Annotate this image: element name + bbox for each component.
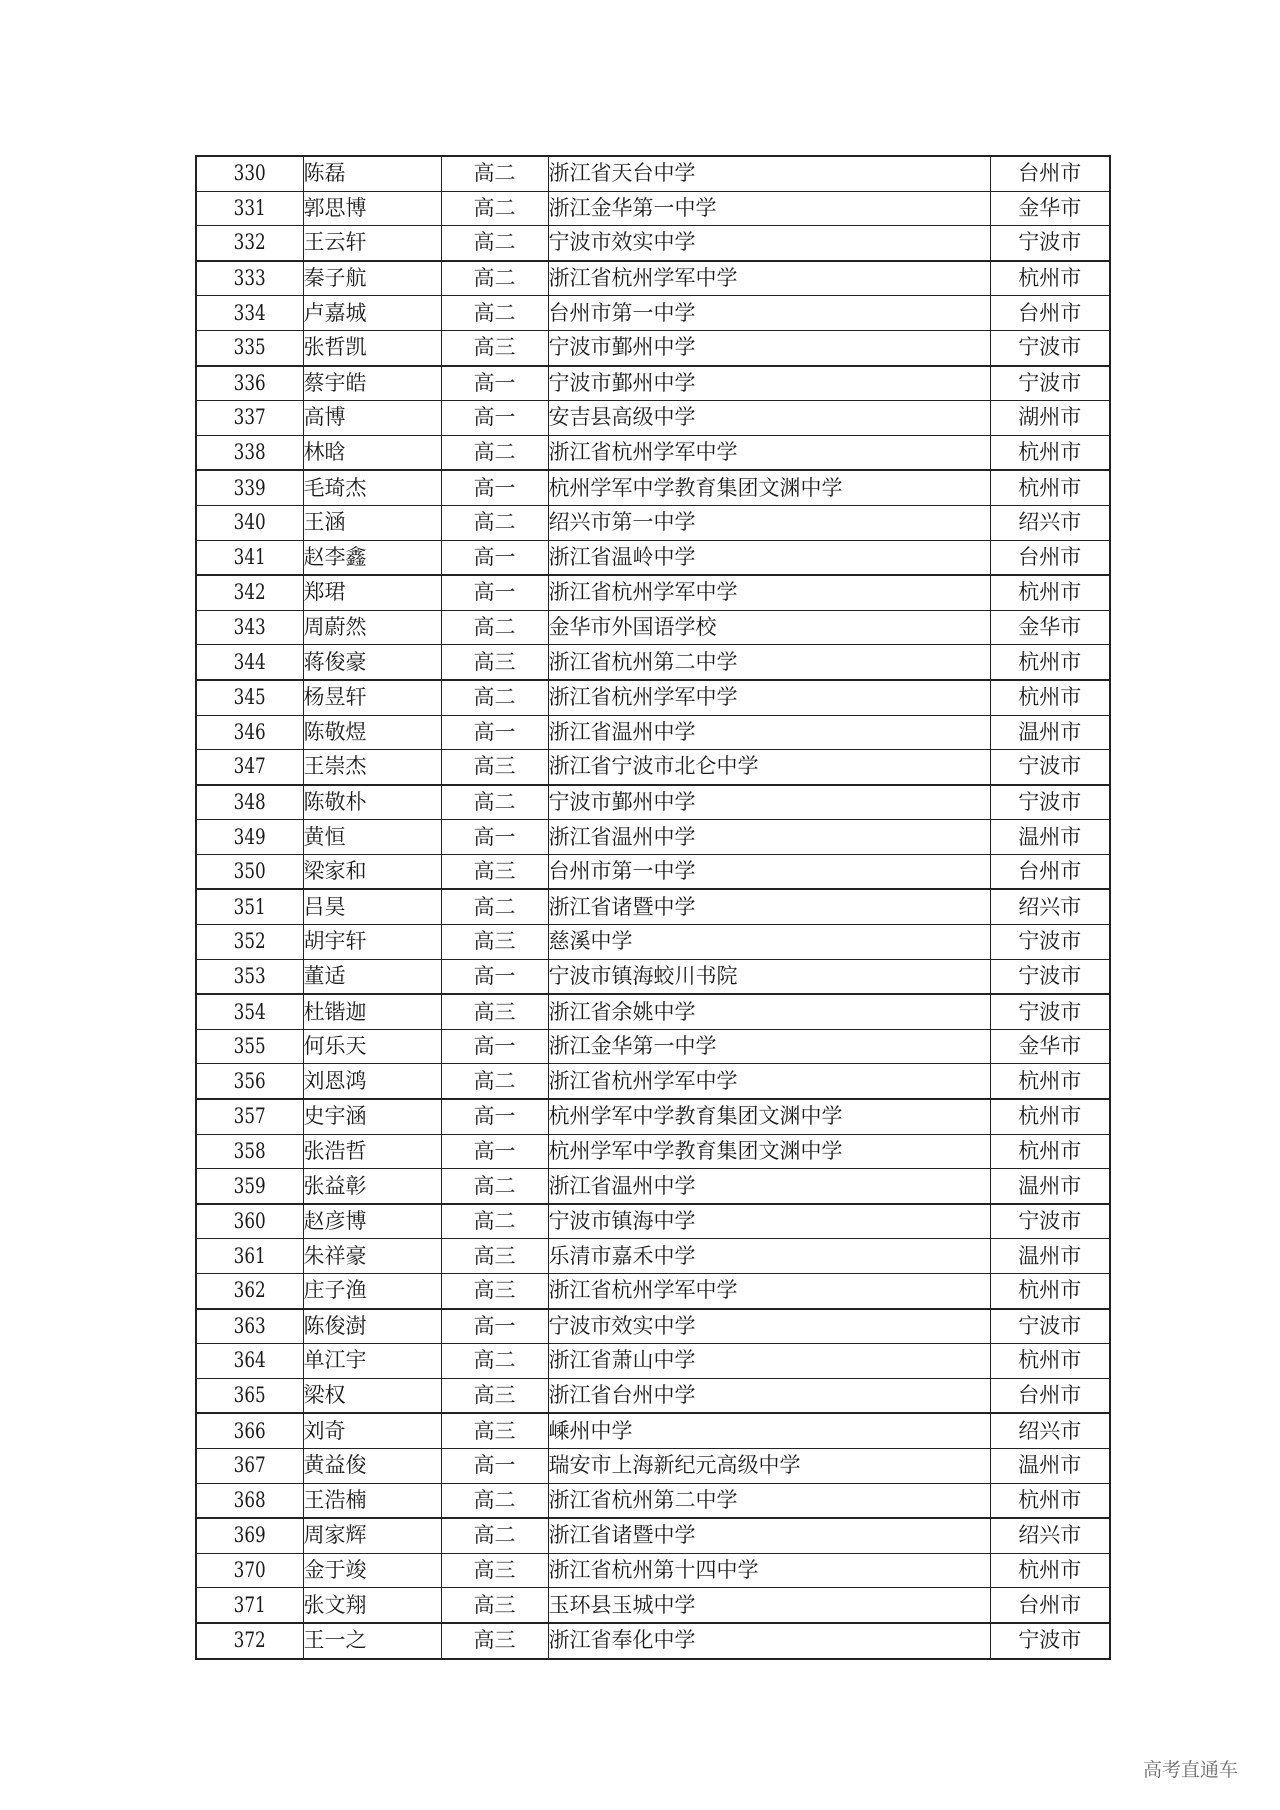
grade-cell: 高一 — [441, 470, 548, 505]
city-cell: 杭州市 — [990, 1064, 1110, 1099]
student-name-cell: 梁权 — [303, 1378, 441, 1413]
student-name-cell: 王崇杰 — [303, 750, 441, 785]
table-row — [196, 1099, 1110, 1134]
grade-cell: 高二 — [441, 156, 548, 191]
table-row — [196, 1483, 1110, 1518]
city-cell: 杭州市 — [990, 470, 1110, 505]
row-number-cell: 355 — [207, 1029, 293, 1064]
grade-cell: 高二 — [441, 610, 548, 645]
grade-cell: 高一 — [441, 1029, 548, 1064]
row-number-cell: 339 — [207, 470, 293, 505]
school-cell: 宁波市效实中学 — [548, 226, 990, 261]
grade-cell: 高一 — [441, 1309, 548, 1344]
city-cell: 杭州市 — [990, 435, 1110, 470]
student-name-cell: 王一之 — [303, 1623, 441, 1659]
student-name-cell: 梁家和 — [303, 854, 441, 889]
school-cell: 台州市第一中学 — [548, 854, 990, 889]
city-cell: 杭州市 — [990, 1553, 1110, 1588]
city-cell: 杭州市 — [990, 645, 1110, 680]
city-cell: 台州市 — [990, 1588, 1110, 1623]
table-row — [196, 1239, 1110, 1274]
row-number-cell: 336 — [207, 366, 293, 401]
table-row — [196, 1344, 1110, 1379]
student-name-cell: 黄益俊 — [303, 1448, 441, 1483]
grade-cell: 高二 — [441, 889, 548, 924]
school-cell: 浙江省杭州学军中学 — [548, 1064, 990, 1099]
school-cell: 宁波市鄞州中学 — [548, 366, 990, 401]
grade-cell: 高二 — [441, 191, 548, 226]
city-cell: 温州市 — [990, 715, 1110, 750]
school-cell: 浙江省萧山中学 — [548, 1344, 990, 1379]
row-number-cell: 359 — [207, 1169, 293, 1204]
student-name-cell: 秦子航 — [303, 261, 441, 296]
table-row — [196, 1309, 1110, 1344]
city-cell: 宁波市 — [990, 330, 1110, 365]
row-number-cell: 332 — [207, 226, 293, 261]
row-number-cell: 368 — [207, 1483, 293, 1518]
grade-cell: 高一 — [441, 401, 548, 436]
student-name-cell: 杜锴迦 — [303, 994, 441, 1029]
school-cell: 宁波市镇海蛟川书院 — [548, 959, 990, 994]
city-cell: 温州市 — [990, 820, 1110, 855]
school-cell: 杭州学军中学教育集团文渊中学 — [548, 470, 990, 505]
city-cell: 杭州市 — [990, 575, 1110, 610]
city-cell: 台州市 — [990, 1378, 1110, 1413]
row-number-cell: 372 — [207, 1623, 293, 1659]
student-name-cell: 卢嘉城 — [303, 296, 441, 331]
city-cell: 宁波市 — [990, 994, 1110, 1029]
school-cell: 浙江省天台中学 — [548, 156, 990, 191]
row-number-cell: 370 — [207, 1553, 293, 1588]
city-cell: 杭州市 — [990, 1099, 1110, 1134]
school-cell: 浙江省温州中学 — [548, 1169, 990, 1204]
table-row — [196, 1623, 1110, 1659]
grade-cell: 高一 — [441, 575, 548, 610]
table-row — [196, 1064, 1110, 1099]
table-row — [196, 959, 1110, 994]
student-name-cell: 陈敬朴 — [303, 785, 441, 820]
table-row — [196, 820, 1110, 855]
row-number-cell: 335 — [207, 330, 293, 365]
student-name-cell: 郭思博 — [303, 191, 441, 226]
school-cell: 浙江省台州中学 — [548, 1378, 990, 1413]
row-number-cell: 365 — [207, 1378, 293, 1413]
table-row — [196, 575, 1110, 610]
table-row — [196, 505, 1110, 540]
student-name-cell: 吕昊 — [303, 889, 441, 924]
grade-cell: 高一 — [441, 1134, 548, 1169]
city-cell: 金华市 — [990, 1029, 1110, 1064]
school-cell: 嵊州中学 — [548, 1413, 990, 1448]
grade-cell: 高二 — [441, 261, 548, 296]
row-number-cell: 366 — [207, 1413, 293, 1448]
grade-cell: 高三 — [441, 1413, 548, 1448]
school-cell: 浙江省杭州学军中学 — [548, 261, 990, 296]
grade-cell: 高三 — [441, 994, 548, 1029]
table-row — [196, 750, 1110, 785]
row-number-cell: 344 — [207, 645, 293, 680]
grade-cell: 高一 — [441, 715, 548, 750]
school-cell: 浙江省杭州第二中学 — [548, 1483, 990, 1518]
student-name-cell: 赵彦博 — [303, 1204, 441, 1239]
school-cell: 浙江金华第一中学 — [548, 1029, 990, 1064]
city-cell: 温州市 — [990, 1239, 1110, 1274]
school-cell: 绍兴市第一中学 — [548, 505, 990, 540]
student-name-cell: 林晗 — [303, 435, 441, 470]
table-row — [196, 680, 1110, 715]
student-name-cell: 郑珺 — [303, 575, 441, 610]
city-cell: 宁波市 — [990, 1204, 1110, 1239]
grade-cell: 高三 — [441, 1378, 548, 1413]
student-name-cell: 庄子渔 — [303, 1274, 441, 1309]
school-cell: 浙江省温岭中学 — [548, 540, 990, 575]
grade-cell: 高一 — [441, 366, 548, 401]
table-row — [196, 994, 1110, 1029]
row-number-cell: 353 — [207, 959, 293, 994]
grade-cell: 高三 — [441, 1274, 548, 1309]
school-cell: 浙江省温州中学 — [548, 715, 990, 750]
grade-cell: 高二 — [441, 1483, 548, 1518]
table-row — [196, 435, 1110, 470]
row-number-cell: 331 — [207, 191, 293, 226]
school-cell: 宁波市效实中学 — [548, 1309, 990, 1344]
table-row — [196, 1413, 1110, 1448]
table-row — [196, 889, 1110, 924]
row-number-cell: 371 — [207, 1588, 293, 1623]
table-row — [196, 715, 1110, 750]
row-number-cell: 333 — [207, 261, 293, 296]
row-number-cell: 367 — [207, 1448, 293, 1483]
city-cell: 绍兴市 — [990, 1518, 1110, 1553]
city-cell: 宁波市 — [990, 226, 1110, 261]
row-number-cell: 358 — [207, 1134, 293, 1169]
table-row — [196, 470, 1110, 505]
city-cell: 台州市 — [990, 540, 1110, 575]
student-name-cell: 刘恩鸿 — [303, 1064, 441, 1099]
school-cell: 宁波市鄞州中学 — [548, 330, 990, 365]
city-cell: 台州市 — [990, 156, 1110, 191]
student-name-cell: 王浩楠 — [303, 1483, 441, 1518]
student-name-cell: 高博 — [303, 401, 441, 436]
row-number-cell: 369 — [207, 1518, 293, 1553]
student-name-cell: 董适 — [303, 959, 441, 994]
school-cell: 浙江省宁波市北仑中学 — [548, 750, 990, 785]
table-row — [196, 401, 1110, 436]
student-name-cell: 张哲凯 — [303, 330, 441, 365]
table-row — [196, 1378, 1110, 1413]
grade-cell: 高一 — [441, 820, 548, 855]
student-name-cell: 张文翔 — [303, 1588, 441, 1623]
school-cell: 浙江省杭州学军中学 — [548, 1274, 990, 1309]
student-name-cell: 赵李鑫 — [303, 540, 441, 575]
table-row — [196, 540, 1110, 575]
city-cell: 湖州市 — [990, 401, 1110, 436]
student-name-cell: 张益彰 — [303, 1169, 441, 1204]
grade-cell: 高二 — [441, 785, 548, 820]
row-number-cell: 342 — [207, 575, 293, 610]
grade-cell: 高二 — [441, 226, 548, 261]
grade-cell: 高二 — [441, 505, 548, 540]
city-cell: 杭州市 — [990, 1134, 1110, 1169]
row-number-cell: 343 — [207, 610, 293, 645]
student-name-cell: 史宇涵 — [303, 1099, 441, 1134]
row-number-cell: 351 — [207, 889, 293, 924]
table-row — [196, 925, 1110, 960]
student-name-cell: 单江宇 — [303, 1344, 441, 1379]
student-name-cell: 黄恒 — [303, 820, 441, 855]
city-cell: 宁波市 — [990, 959, 1110, 994]
table-row — [196, 1134, 1110, 1169]
student-name-cell: 杨昱轩 — [303, 680, 441, 715]
student-name-cell: 蒋俊豪 — [303, 645, 441, 680]
school-cell: 浙江省杭州学军中学 — [548, 435, 990, 470]
grade-cell: 高三 — [441, 1588, 548, 1623]
table-row — [196, 1274, 1110, 1309]
watermark-text: 高考直通车 — [1143, 1759, 1239, 1781]
school-cell: 浙江省杭州学军中学 — [548, 575, 990, 610]
grade-cell: 高二 — [441, 1204, 548, 1239]
grade-cell: 高二 — [441, 296, 548, 331]
row-number-cell: 347 — [207, 750, 293, 785]
table-row — [196, 1553, 1110, 1588]
student-name-cell: 刘奇 — [303, 1413, 441, 1448]
student-name-cell: 陈俊澍 — [303, 1309, 441, 1344]
city-cell: 金华市 — [990, 191, 1110, 226]
grade-cell: 高二 — [441, 1169, 548, 1204]
table-row — [196, 1204, 1110, 1239]
school-cell: 台州市第一中学 — [548, 296, 990, 331]
student-name-cell: 何乐天 — [303, 1029, 441, 1064]
student-name-cell: 朱祥豪 — [303, 1239, 441, 1274]
row-number-cell: 357 — [207, 1099, 293, 1134]
table-row — [196, 1448, 1110, 1483]
school-cell: 浙江省诸暨中学 — [548, 1518, 990, 1553]
grade-cell: 高三 — [441, 330, 548, 365]
city-cell: 温州市 — [990, 1448, 1110, 1483]
city-cell: 绍兴市 — [990, 505, 1110, 540]
table-row — [196, 156, 1110, 191]
student-name-cell: 蔡宇皓 — [303, 366, 441, 401]
school-cell: 浙江省杭州学军中学 — [548, 680, 990, 715]
city-cell: 金华市 — [990, 610, 1110, 645]
student-name-cell: 王涵 — [303, 505, 441, 540]
school-cell: 杭州学军中学教育集团文渊中学 — [548, 1134, 990, 1169]
row-number-cell: 356 — [207, 1064, 293, 1099]
city-cell: 绍兴市 — [990, 889, 1110, 924]
row-number-cell: 334 — [207, 296, 293, 331]
school-cell: 宁波市镇海中学 — [548, 1204, 990, 1239]
city-cell: 宁波市 — [990, 1309, 1110, 1344]
city-cell: 宁波市 — [990, 366, 1110, 401]
grade-cell: 高一 — [441, 1448, 548, 1483]
school-cell: 金华市外国语学校 — [548, 610, 990, 645]
row-number-cell: 350 — [207, 854, 293, 889]
student-name-cell: 陈磊 — [303, 156, 441, 191]
row-number-cell: 337 — [207, 401, 293, 436]
student-name-cell: 周家辉 — [303, 1518, 441, 1553]
grade-cell: 高二 — [441, 435, 548, 470]
table-row — [196, 330, 1110, 365]
school-cell: 乐清市嘉禾中学 — [548, 1239, 990, 1274]
row-number-cell: 352 — [207, 925, 293, 960]
city-cell: 绍兴市 — [990, 1413, 1110, 1448]
grade-cell: 高三 — [441, 750, 548, 785]
grade-cell: 高一 — [441, 540, 548, 575]
grade-cell: 高一 — [441, 1099, 548, 1134]
school-cell: 宁波市鄞州中学 — [548, 785, 990, 820]
school-cell: 浙江省奉化中学 — [548, 1623, 990, 1659]
row-number-cell: 340 — [207, 505, 293, 540]
school-cell: 浙江省余姚中学 — [548, 994, 990, 1029]
grade-cell: 高二 — [441, 1518, 548, 1553]
city-cell: 宁波市 — [990, 925, 1110, 960]
table-row — [196, 261, 1110, 296]
city-cell: 温州市 — [990, 1169, 1110, 1204]
row-number-cell: 338 — [207, 435, 293, 470]
roster-body — [196, 156, 1110, 1659]
city-cell: 宁波市 — [990, 1623, 1110, 1659]
grade-cell: 高三 — [441, 925, 548, 960]
city-cell: 宁波市 — [990, 785, 1110, 820]
table-row — [196, 785, 1110, 820]
city-cell: 宁波市 — [990, 750, 1110, 785]
city-cell: 台州市 — [990, 296, 1110, 331]
grade-cell: 高三 — [441, 854, 548, 889]
table-row — [196, 1518, 1110, 1553]
city-cell: 杭州市 — [990, 680, 1110, 715]
student-roster-table — [195, 155, 1111, 1660]
row-number-cell: 362 — [207, 1274, 293, 1309]
table-row — [196, 610, 1110, 645]
row-number-cell: 341 — [207, 540, 293, 575]
grade-cell: 高二 — [441, 1344, 548, 1379]
row-number-cell: 346 — [207, 715, 293, 750]
school-cell: 玉环县玉城中学 — [548, 1588, 990, 1623]
student-name-cell: 张浩哲 — [303, 1134, 441, 1169]
school-cell: 浙江省温州中学 — [548, 820, 990, 855]
school-cell: 杭州学军中学教育集团文渊中学 — [548, 1099, 990, 1134]
city-cell: 杭州市 — [990, 1483, 1110, 1518]
row-number-cell: 348 — [207, 785, 293, 820]
student-name-cell: 金于竣 — [303, 1553, 441, 1588]
student-name-cell: 胡宇轩 — [303, 925, 441, 960]
school-cell: 浙江金华第一中学 — [548, 191, 990, 226]
city-cell: 杭州市 — [990, 1274, 1110, 1309]
row-number-cell: 345 — [207, 680, 293, 715]
row-number-cell: 349 — [207, 820, 293, 855]
table-row — [196, 854, 1110, 889]
city-cell: 杭州市 — [990, 261, 1110, 296]
student-name-cell: 王云轩 — [303, 226, 441, 261]
row-number-cell: 361 — [207, 1239, 293, 1274]
table-row — [196, 1029, 1110, 1064]
school-cell: 慈溪中学 — [548, 925, 990, 960]
student-name-cell: 周蔚然 — [303, 610, 441, 645]
grade-cell: 高三 — [441, 645, 548, 680]
table-row — [196, 366, 1110, 401]
row-number-cell: 330 — [207, 156, 293, 191]
table-row — [196, 226, 1110, 261]
row-number-cell: 354 — [207, 994, 293, 1029]
row-number-cell: 364 — [207, 1344, 293, 1379]
school-cell: 浙江省杭州第十四中学 — [548, 1553, 990, 1588]
school-cell: 安吉县高级中学 — [548, 401, 990, 436]
grade-cell: 高三 — [441, 1553, 548, 1588]
grade-cell: 高二 — [441, 1064, 548, 1099]
student-name-cell: 陈敬煜 — [303, 715, 441, 750]
student-name-cell: 毛琦杰 — [303, 470, 441, 505]
grade-cell: 高三 — [441, 1239, 548, 1274]
grade-cell: 高二 — [441, 680, 548, 715]
school-cell: 浙江省杭州第二中学 — [548, 645, 990, 680]
city-cell: 杭州市 — [990, 1344, 1110, 1379]
table-row — [196, 1169, 1110, 1204]
row-number-cell: 360 — [207, 1204, 293, 1239]
table-row — [196, 645, 1110, 680]
school-cell: 瑞安市上海新纪元高级中学 — [548, 1448, 990, 1483]
school-cell: 浙江省诸暨中学 — [548, 889, 990, 924]
grade-cell: 高一 — [441, 959, 548, 994]
table-row — [196, 296, 1110, 331]
city-cell: 台州市 — [990, 854, 1110, 889]
table-row — [196, 1588, 1110, 1623]
grade-cell: 高三 — [441, 1623, 548, 1659]
row-number-cell: 363 — [207, 1309, 293, 1344]
table-row — [196, 191, 1110, 226]
